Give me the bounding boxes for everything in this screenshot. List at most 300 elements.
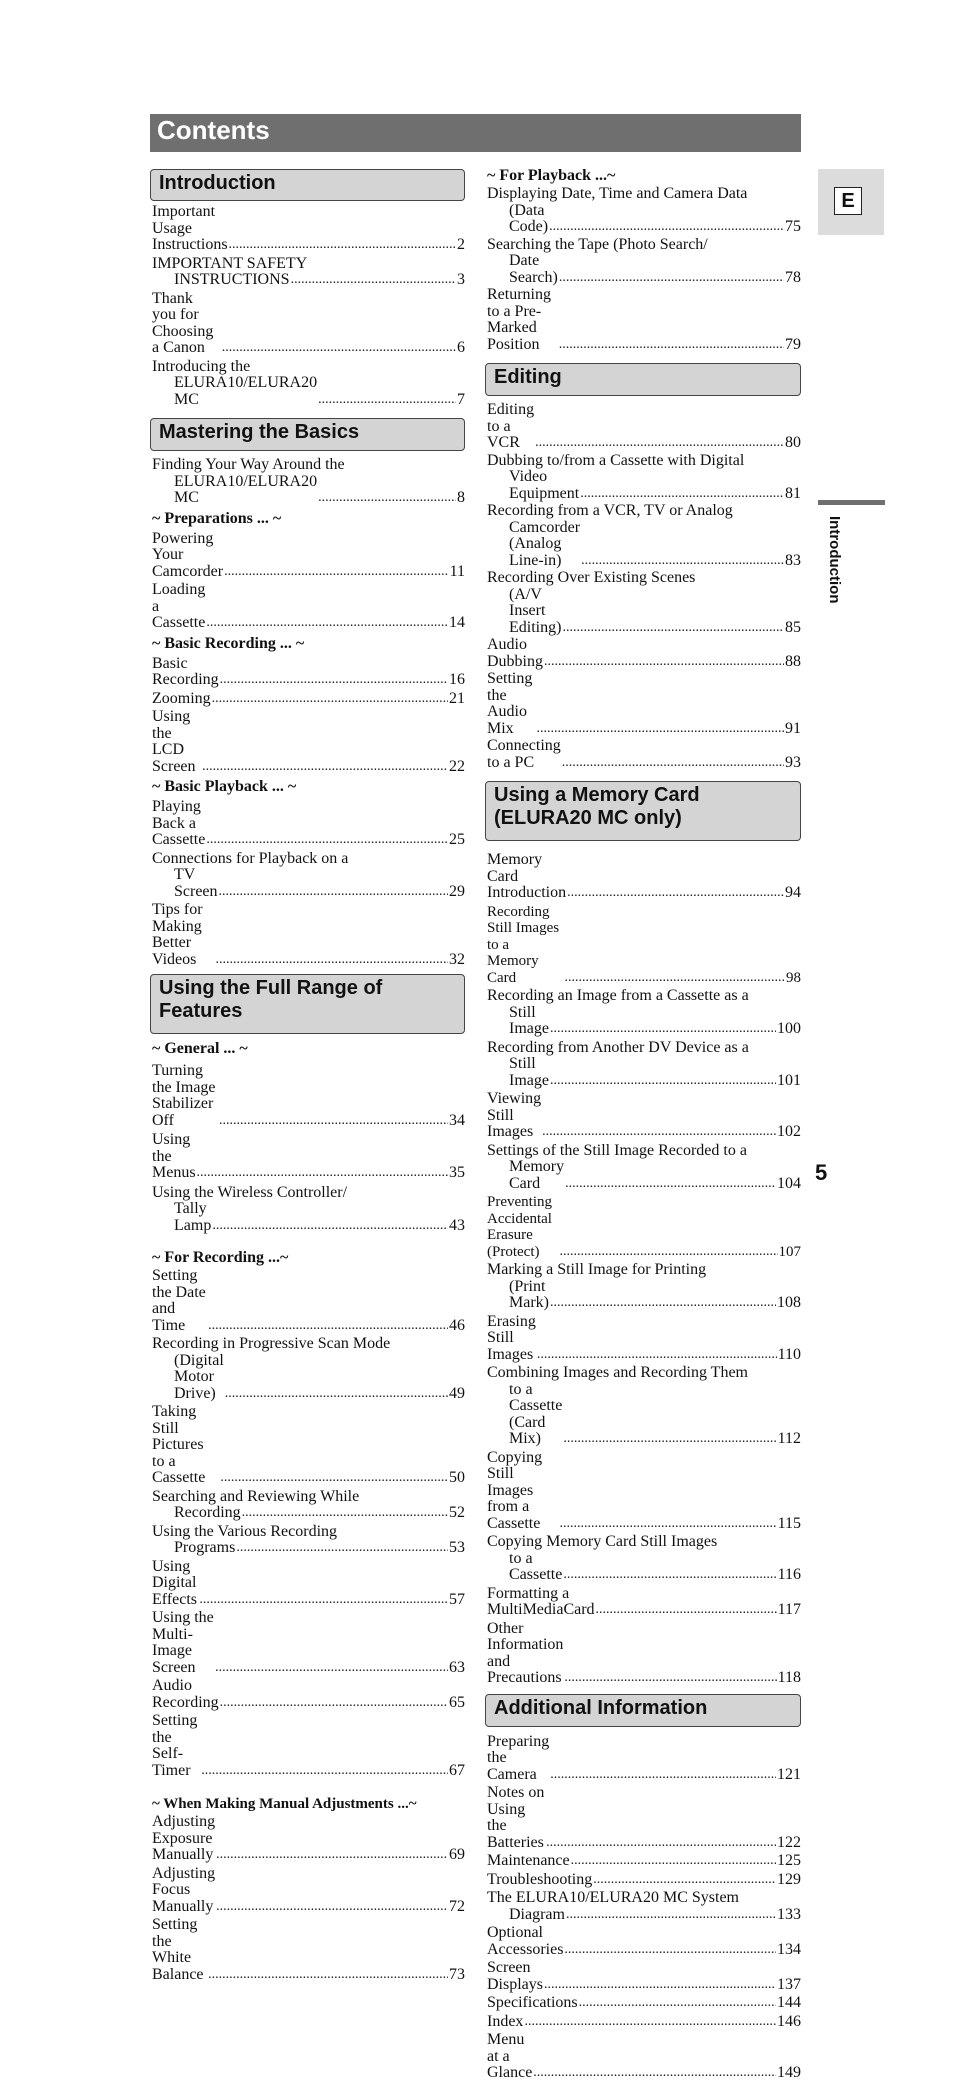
- toc-entry-title-line1: The ELURA10/ELURA20 MC System: [487, 1889, 739, 1906]
- dot-leader: [535, 435, 784, 452]
- dot-leader: [559, 337, 784, 354]
- subheading-for-playback: ~ For Playback ...~: [487, 167, 616, 184]
- toc-entry-page: 108: [777, 1294, 801, 1311]
- for-playback-list: [487, 186, 801, 353]
- toc-entry-title: Recording Still Images to a Memory Card: [487, 903, 560, 986]
- toc-entry-title: Setting the White Balance: [152, 1916, 204, 1983]
- toc-entry: [152, 851, 465, 901]
- toc-entry-page: 35: [449, 1164, 465, 1181]
- toc-entry-page: 63: [449, 1658, 465, 1676]
- dot-leader: [216, 1899, 448, 1916]
- dot-leader: [242, 1505, 448, 1522]
- toc-entry: [152, 656, 465, 689]
- toc-entry-page: 122: [777, 1833, 801, 1851]
- dot-leader: [212, 1218, 448, 1235]
- toc-entry-page: 43: [449, 1216, 465, 1234]
- toc-entry: [152, 1866, 465, 1916]
- toc-entry: [487, 1534, 801, 1584]
- toc-entry-page: 125: [777, 1852, 801, 1869]
- toc-entry-page: 80: [785, 434, 801, 451]
- dot-leader: [537, 1347, 777, 1364]
- toc-entry: [152, 1132, 465, 1182]
- additional-list: [487, 1734, 801, 2082]
- manual-adjustments-list: [152, 1814, 465, 1983]
- toc-entry-title: Memory Card Introduction: [487, 851, 567, 901]
- toc-entry-title-line1: Using the Various Recording: [152, 1522, 338, 1540]
- toc-entry: [152, 1814, 465, 1864]
- dot-leader: [236, 1540, 448, 1557]
- dot-leader: [546, 1835, 776, 1852]
- toc-entry: [152, 1336, 465, 1402]
- toc-entry-title: Adjusting Exposure Manually: [152, 1813, 216, 1863]
- toc-entry: [487, 1621, 801, 1687]
- toc-entry: [487, 1925, 801, 1958]
- toc-entry-title: to a Cassette: [509, 1549, 563, 1583]
- toc-entry-title-line1: Recording from Another DV Device as a: [487, 1038, 749, 1056]
- toc-entry-title: Preventing Accidental Erasure (Protect): [487, 1194, 552, 1260]
- toc-entry-title: Erasing Still Images: [487, 1312, 536, 1363]
- toc-entry-page: 34: [449, 1111, 465, 1129]
- dot-leader: [564, 970, 785, 987]
- dot-leader: [537, 721, 785, 738]
- contents-title-bar: [150, 114, 801, 152]
- toc-entry: [487, 1890, 801, 1923]
- dot-leader: [563, 1567, 776, 1584]
- toc-entry-title: Other Information and Precautions: [487, 1619, 564, 1686]
- toc-entry-title: Copying Still Images from a Cassette: [487, 1448, 543, 1532]
- toc-entry: [487, 1853, 801, 1870]
- toc-entry: [152, 1713, 465, 1779]
- dot-leader: [533, 2065, 776, 2082]
- toc-entry-page: 110: [777, 1345, 801, 1363]
- toc-entry-page: 52: [449, 1504, 465, 1521]
- dot-leader: [229, 237, 456, 254]
- toc-entry: [152, 1404, 465, 1487]
- toc-entry-title-line1: Dubbing to/from a Cassette with Digital: [487, 451, 745, 469]
- dot-leader: [219, 884, 448, 901]
- toc-entry-page: 65: [449, 1693, 465, 1711]
- toc-entry-page: 67: [449, 1761, 465, 1779]
- toc-entry: [487, 637, 801, 670]
- toc-entry-title: Using Digital Effects: [152, 1557, 198, 1608]
- dot-leader: [564, 1942, 776, 1959]
- toc-entry-title: Maintenance: [487, 1852, 570, 1869]
- toc-entry: [152, 1917, 465, 1983]
- toc-entry-title: Loading a Cassette: [152, 581, 206, 631]
- toc-entry-page: 94: [785, 884, 801, 901]
- toc-entry-page: 85: [785, 618, 801, 636]
- dot-leader: [562, 755, 784, 772]
- dot-leader: [206, 615, 448, 632]
- toc-entry-page: 146: [777, 2012, 801, 2030]
- dot-leader: [567, 885, 784, 902]
- toc-entry-title: Playing Back a Cassette: [152, 798, 206, 848]
- toc-entry: [487, 1872, 801, 1889]
- preparations-list: [152, 531, 465, 632]
- language-tab-letter: E: [834, 187, 862, 215]
- dot-leader: [550, 1021, 776, 1038]
- toc-entry-page: 144: [777, 1994, 801, 2011]
- toc-entry-title: Viewing Still Images: [487, 1090, 542, 1140]
- toc-entry-page: 121: [777, 1765, 801, 1783]
- toc-entry: [487, 503, 801, 569]
- section-heading-features-line2: Features: [159, 1000, 243, 1022]
- section-heading-memory-card: [485, 781, 801, 841]
- dot-leader: [581, 553, 784, 570]
- toc-entry: [487, 237, 801, 287]
- toc-entry-title-line1: Connections for Playback on a: [152, 849, 349, 867]
- toc-entry: [152, 531, 465, 581]
- toc-entry-page: 81: [785, 484, 801, 502]
- toc-entry-title: (A/V Insert Editing): [509, 585, 562, 636]
- toc-entry: [487, 1365, 801, 1448]
- toc-entry-page: 7: [457, 390, 465, 408]
- toc-entry-page: 21: [449, 689, 465, 707]
- toc-entry-page: 3: [457, 271, 465, 288]
- toc-entry: [487, 671, 801, 737]
- toc-entry: [152, 1559, 465, 1609]
- toc-entry-page: 75: [785, 218, 801, 235]
- toc-entry-title: Camcorder (Analog Line-in): [509, 518, 581, 569]
- dot-leader: [197, 1165, 448, 1182]
- toc-entry-page: 2: [457, 236, 465, 253]
- toc-entry-title: Programs: [174, 1539, 236, 1556]
- toc-entry-title: Powering Your Camcorder: [152, 529, 224, 580]
- toc-entry-page: 6: [457, 339, 465, 356]
- subheading-manual-adjustments: ~ When Making Manual Adjustments ...~: [152, 1796, 417, 1812]
- toc-entry-title-line1: Combining Images and Recording Them: [487, 1364, 748, 1381]
- dot-leader: [215, 952, 448, 969]
- toc-entry-title: Still Image: [509, 1055, 549, 1089]
- toc-entry: [487, 186, 801, 236]
- toc-entry-page: 79: [785, 335, 801, 353]
- toc-entry: [487, 287, 801, 353]
- toc-entry-title: ELURA10/ELURA20 MC: [174, 374, 318, 408]
- toc-entry-title: Editing to a VCR: [487, 401, 535, 451]
- toc-entry-title: Tips for Making Better Videos: [152, 901, 203, 968]
- toc-entry: [152, 902, 465, 968]
- toc-entry: [152, 1185, 465, 1235]
- dot-leader: [524, 2014, 776, 2031]
- toc-entry-title-line1: Searching and Reviewing While: [152, 1487, 360, 1505]
- page-number: 5: [815, 1160, 828, 1185]
- toc-entry-title: Optional Accessories: [487, 1924, 564, 1958]
- dot-leader: [596, 1602, 777, 1619]
- toc-entry-title: INSTRUCTIONS: [174, 271, 290, 288]
- toc-entry-title-line1: Marking a Still Image for Printing: [487, 1261, 707, 1278]
- toc-entry: [487, 1450, 801, 1533]
- dot-leader: [559, 1244, 777, 1261]
- dot-leader: [212, 691, 448, 708]
- toc-entry-page: 72: [449, 1897, 465, 1915]
- toc-entry: [487, 1314, 801, 1364]
- dot-leader: [544, 654, 784, 671]
- memory-card-list: [487, 852, 801, 1687]
- toc-entry-title: Index: [487, 2012, 524, 2030]
- toc-entry-page: 32: [449, 950, 465, 968]
- dot-leader: [593, 1872, 776, 1889]
- toc-entry: [152, 291, 465, 357]
- toc-entry-title: Preparing the Camera: [487, 1732, 550, 1783]
- toc-entry: [152, 582, 465, 632]
- side-section-bar: [818, 500, 885, 505]
- toc-entry-page: 134: [777, 1940, 801, 1958]
- toc-entry-title: Menu at a Glance: [487, 2031, 533, 2081]
- dot-leader: [199, 1592, 448, 1609]
- toc-entry-page: 11: [449, 562, 465, 580]
- toc-entry: [152, 457, 465, 507]
- toc-entry-title: (Print Mark): [509, 1277, 549, 1311]
- toc-entry: [487, 988, 801, 1038]
- toc-entry: [152, 709, 465, 775]
- toc-entry: [152, 691, 465, 708]
- toc-entry: [487, 1960, 801, 1993]
- toc-entry: [487, 1091, 801, 1141]
- dot-leader: [549, 219, 784, 236]
- section-heading-features: [150, 974, 465, 1034]
- dot-leader: [224, 564, 449, 581]
- dot-leader: [544, 1977, 776, 1994]
- toc-entry-page: 129: [777, 1870, 801, 1888]
- toc-entry: [487, 852, 801, 902]
- toc-entry-title-line1: Recording an Image from a Cassette as a: [487, 987, 749, 1004]
- basics-list: [152, 457, 465, 507]
- toc-entry: [152, 1489, 465, 1522]
- dot-leader: [202, 759, 448, 776]
- dot-leader: [559, 1516, 776, 1533]
- toc-entry-page: 83: [785, 551, 801, 569]
- toc-entry: [487, 2032, 801, 2082]
- dot-leader: [550, 1295, 776, 1312]
- toc-entry-title: Diagram: [509, 1905, 565, 1923]
- dot-leader: [550, 1073, 776, 1090]
- toc-entry: [487, 1995, 801, 2012]
- toc-entry-title-line1: Displaying Date, Time and Camera Data: [487, 185, 748, 202]
- toc-entry-page: 98: [786, 969, 801, 986]
- dot-leader: [542, 1124, 776, 1141]
- toc-entry: [152, 799, 465, 849]
- toc-entry-title-line1: Using the Wireless Controller/: [152, 1183, 348, 1201]
- dot-leader: [563, 1431, 776, 1448]
- toc-entry-title: Using the Menus: [152, 1131, 196, 1181]
- toc-entry-page: 107: [778, 1243, 801, 1260]
- toc-entry-page: 104: [777, 1174, 801, 1192]
- section-heading-memory-line2: (ELURA20 MC only): [494, 807, 682, 829]
- toc-entry-page: 69: [449, 1846, 465, 1863]
- toc-entry: [487, 1785, 801, 1851]
- dot-leader: [564, 1670, 776, 1687]
- basic-playback-list: [152, 799, 465, 968]
- toc-entry-title: Thank you for Choosing a Canon: [152, 289, 214, 356]
- toc-entry-title: Zooming: [152, 689, 211, 707]
- toc-entry-page: 149: [777, 2064, 801, 2081]
- dot-leader: [318, 490, 456, 507]
- toc-entry-title: Audio Dubbing: [487, 636, 543, 670]
- toc-entry: [152, 1610, 465, 1676]
- for-recording-list: [152, 1268, 465, 1779]
- dot-leader: [565, 1176, 776, 1193]
- toc-entry-title-line1: Recording Over Existing Scenes: [487, 569, 696, 586]
- dot-leader: [220, 1470, 448, 1487]
- dot-leader: [206, 832, 448, 849]
- toc-entry-title: Adjusting Focus Manually: [152, 1864, 216, 1915]
- subheading-basic-recording: ~ Basic Recording ... ~: [152, 634, 305, 652]
- dot-leader: [562, 620, 784, 637]
- toc-entry-title: Video Equipment: [509, 468, 580, 502]
- toc-entry-page: 14: [449, 614, 465, 631]
- subheading-general: ~ General ... ~: [152, 1040, 248, 1057]
- toc-entry-page: 93: [785, 753, 801, 771]
- section-heading-additional: Additional Information: [485, 1694, 801, 1727]
- toc-entry-title: Memory Card: [509, 1158, 565, 1192]
- toc-entry-title: Returning to a Pre-Marked Position: [487, 286, 551, 353]
- basic-recording-list: [152, 656, 465, 776]
- side-section-label: Introduction: [826, 516, 843, 604]
- toc-entry-page: 116: [777, 1566, 801, 1583]
- toc-entry: [487, 904, 801, 987]
- toc-entry-page: 49: [449, 1384, 465, 1402]
- language-tab: [818, 169, 884, 235]
- toc-entry-title: Taking Still Pictures to a Cassette: [152, 1403, 206, 1486]
- toc-entry-title: Audio Recording: [152, 1677, 219, 1711]
- toc-entry-page: 78: [785, 268, 801, 286]
- toc-entry: [487, 1262, 801, 1312]
- toc-entry-page: 29: [449, 882, 465, 900]
- dot-leader: [215, 1660, 448, 1677]
- toc-entry-title: Screen Displays: [487, 1959, 543, 1993]
- dot-leader: [566, 1907, 776, 1924]
- toc-entry: [487, 738, 801, 771]
- toc-entry: [152, 359, 465, 409]
- toc-entry-page: 46: [449, 1316, 465, 1334]
- toc-entry: [487, 453, 801, 503]
- toc-entry-title: Using the LCD Screen: [152, 708, 196, 775]
- dot-leader: [225, 1386, 448, 1403]
- toc-entry: [152, 1063, 465, 1129]
- subheading-basic-playback: ~ Basic Playback ... ~: [152, 778, 297, 795]
- dot-leader: [219, 1113, 448, 1130]
- toc-entry-page: 117: [777, 1601, 801, 1618]
- toc-entry-page: 100: [777, 1020, 801, 1037]
- toc-entry-page: 50: [449, 1469, 465, 1486]
- toc-entry-page: 112: [777, 1430, 801, 1447]
- toc-entry-title: TV Screen: [174, 866, 218, 900]
- toc-entry: [487, 1734, 801, 1784]
- toc-entry-title: Still Image: [509, 1003, 549, 1037]
- toc-entry-title: Turning the Image Stabilizer Off: [152, 1062, 216, 1129]
- toc-entry-title-line1: Finding Your Way Around the: [152, 456, 345, 473]
- toc-entry-page: 8: [457, 489, 465, 506]
- page-title: Contents: [157, 115, 270, 145]
- toc-entry-page: 115: [777, 1514, 801, 1532]
- toc-entry-title-line1: Introducing the: [152, 357, 251, 375]
- toc-entry-page: 57: [449, 1590, 465, 1608]
- toc-entry-page: 73: [449, 1965, 465, 1983]
- section-heading-introduction: Introduction: [150, 169, 465, 201]
- toc-entry: [152, 204, 465, 254]
- dot-leader: [318, 392, 456, 409]
- toc-entry-title-line1: IMPORTANT SAFETY: [152, 254, 308, 272]
- toc-entry: [487, 1040, 801, 1090]
- toc-entry-title: Basic Recording: [152, 654, 219, 688]
- dot-leader: [559, 270, 784, 287]
- toc-entry-title-line1: Searching the Tape (Photo Search/: [487, 235, 708, 253]
- right-column: [487, 169, 801, 2084]
- toc-entry-title: Troubleshooting: [487, 1870, 593, 1888]
- toc-entry: [152, 1678, 465, 1711]
- toc-entry: [152, 256, 465, 289]
- section-heading-memory-line1: Using a Memory Card: [494, 784, 700, 806]
- toc-entry-page: 133: [777, 1905, 801, 1923]
- toc-entry-title: Tally Lamp: [174, 1200, 212, 1234]
- toc-entry-title: Formatting a MultiMediaCard: [487, 1584, 595, 1618]
- toc-entry-title-line1: Copying Memory Card Still Images: [487, 1533, 718, 1550]
- toc-entry: [487, 1194, 801, 1260]
- dot-leader: [201, 1763, 448, 1780]
- left-column: [152, 169, 465, 1985]
- toc-entry-title: Important Usage Instructions: [152, 203, 228, 253]
- toc-entry-title: Setting the Self-Timer: [152, 1712, 198, 1779]
- dot-leader: [580, 486, 784, 503]
- toc-entry: [487, 402, 801, 452]
- toc-entry-page: 16: [449, 671, 465, 688]
- toc-entry-title: Connecting to a PC: [487, 737, 561, 771]
- toc-entry-page: 88: [785, 652, 801, 670]
- dot-leader: [208, 1967, 448, 1984]
- dot-leader: [208, 1318, 448, 1335]
- toc-entry-page: 22: [449, 757, 465, 775]
- toc-entry: [487, 2014, 801, 2031]
- general-list: [152, 1063, 465, 1234]
- toc-entry-title-line1: Settings of the Still Image Recorded to a: [487, 1141, 747, 1159]
- dot-leader: [291, 272, 456, 289]
- toc-entry-title: to a Cassette (Card Mix): [509, 1380, 563, 1447]
- toc-entry-title: Setting the Date and Time: [152, 1267, 206, 1334]
- toc-entry-title: ELURA10/ELURA20 MC: [174, 472, 318, 506]
- toc-entry-title: (Data Code): [509, 201, 549, 235]
- toc-entry: [152, 1524, 465, 1557]
- toc-entry-page: 91: [785, 719, 801, 737]
- toc-entry-title: Using the Multi-Image Screen: [152, 1609, 214, 1676]
- subheading-for-recording: ~ For Recording ...~: [152, 1249, 289, 1266]
- section-heading-editing: Editing: [485, 363, 801, 396]
- toc-entry: [487, 1586, 801, 1619]
- toc-entry-title: Specifications: [487, 1994, 578, 2011]
- toc-entry: [487, 1143, 801, 1193]
- dot-leader: [216, 1847, 448, 1864]
- toc-entry-title: Notes on Using the Batteries: [487, 1784, 545, 1851]
- toc-entry-page: 102: [777, 1123, 801, 1140]
- toc-entry: [487, 570, 801, 636]
- toc-entry-title: (Digital Motor Drive): [174, 1351, 224, 1402]
- dot-leader: [220, 1695, 448, 1712]
- toc-entry-page: 137: [777, 1975, 801, 1993]
- toc-entry: [152, 1268, 465, 1334]
- dot-leader: [550, 1767, 776, 1784]
- toc-entry-page: 101: [777, 1071, 801, 1089]
- toc-entry-page: 118: [777, 1669, 801, 1686]
- subheading-preparations: ~ Preparations ... ~: [152, 509, 282, 527]
- toc-entry-title: Setting the Audio Mix: [487, 670, 533, 737]
- dot-leader: [222, 340, 456, 357]
- introduction-list: [152, 204, 465, 408]
- dot-leader: [571, 1853, 776, 1870]
- toc-entry-title: Date Search): [509, 252, 558, 286]
- toc-entry-page: 25: [449, 831, 465, 848]
- toc-entry-page: 53: [449, 1539, 465, 1556]
- section-heading-basics: Mastering the Basics: [150, 418, 465, 451]
- toc-entry-title-line1: Recording in Progressive Scan Mode: [152, 1335, 391, 1352]
